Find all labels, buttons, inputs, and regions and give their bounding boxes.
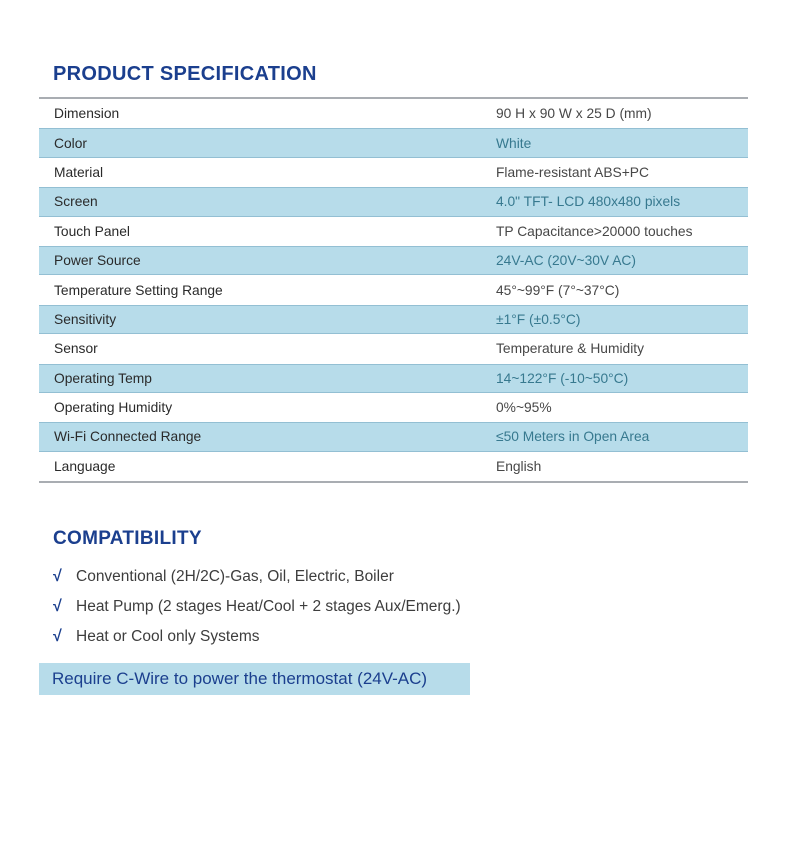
spec-label: Screen: [54, 194, 98, 210]
spec-row-sensor: [39, 334, 748, 363]
spec-value: White: [496, 135, 532, 151]
content-area: [0, 62, 787, 695]
checkmark-icon: √: [53, 568, 62, 586]
spec-label: Operating Temp: [54, 370, 152, 386]
spec-label: Wi-Fi Connected Range: [54, 429, 202, 445]
compatibility-item-label: Heat Pump (2 stages Heat/Cool + 2 stages Aux/Emerg.): [76, 598, 461, 616]
spec-label: Power Source: [54, 253, 141, 269]
spec-value: Flame-resistant ABS+PC: [496, 164, 649, 180]
compatibility-item-label: Heat or Cool only Systems: [76, 628, 260, 646]
compatibility-list: [39, 562, 748, 652]
checkmark-icon: √: [53, 628, 62, 646]
spec-row-operating-humidity: [39, 393, 748, 422]
spec-value: ±1°F (±0.5°C): [496, 311, 581, 327]
c-wire-note-bar: Require C-Wire to power the thermostat (24V-AC): [39, 663, 470, 695]
spec-label: Touch Panel: [54, 223, 130, 239]
compatibility-item-conventional: [39, 562, 748, 592]
spec-value: 0%~95%: [496, 400, 552, 416]
spec-row-touch-panel: [39, 217, 748, 246]
checkmark-icon: √: [53, 598, 62, 616]
spec-label: Material: [54, 164, 104, 180]
spec-value: 14~122°F (-10~50°C): [496, 370, 629, 386]
spec-row-material: [39, 158, 748, 187]
spec-label: Temperature Setting Range: [54, 282, 223, 298]
spec-value: 4.0" TFT- LCD 480x480 pixels: [496, 194, 681, 210]
spec-label: Operating Humidity: [54, 400, 173, 416]
spec-value: 24V-AC (20V~30V AC): [496, 253, 636, 269]
spec-row-language: [39, 452, 748, 481]
spec-value: TP Capacitance>20000 touches: [496, 223, 693, 239]
compatibility-title: COMPATIBILITY: [53, 528, 202, 550]
spec-value: 45°~99°F (7°~37°C): [496, 282, 620, 298]
spec-label: Dimension: [54, 106, 120, 122]
spec-value: ≤50 Meters in Open Area: [496, 429, 650, 445]
spec-row-operating-temp: [39, 364, 748, 393]
spec-row-wifi-connected-range: [39, 422, 748, 451]
spec-row-dimension: [39, 99, 748, 128]
spec-sheet-page: [0, 62, 787, 849]
spec-value: Temperature & Humidity: [496, 341, 644, 357]
specification-table: [39, 97, 748, 483]
spec-value: English: [496, 458, 542, 474]
spec-label: Sensitivity: [54, 311, 117, 327]
compatibility-item-heat-or-cool: [39, 622, 748, 652]
spec-row-screen: [39, 187, 748, 216]
spec-label: Sensor: [54, 341, 98, 357]
spec-label: Color: [54, 135, 87, 151]
spec-row-color: [39, 128, 748, 157]
spec-label: Language: [54, 458, 116, 474]
spec-value: 90 H x 90 W x 25 D (mm): [496, 106, 652, 122]
compatibility-item-label: Conventional (2H/2C)-Gas, Oil, Electric, Boiler: [76, 568, 394, 586]
compatibility-item-heat-pump: [39, 592, 748, 622]
product-specification-title: PRODUCT SPECIFICATION: [53, 63, 317, 85]
spec-row-sensitivity: [39, 305, 748, 334]
spec-row-power-source: [39, 246, 748, 275]
spec-row-temperature-setting-range: [39, 275, 748, 304]
